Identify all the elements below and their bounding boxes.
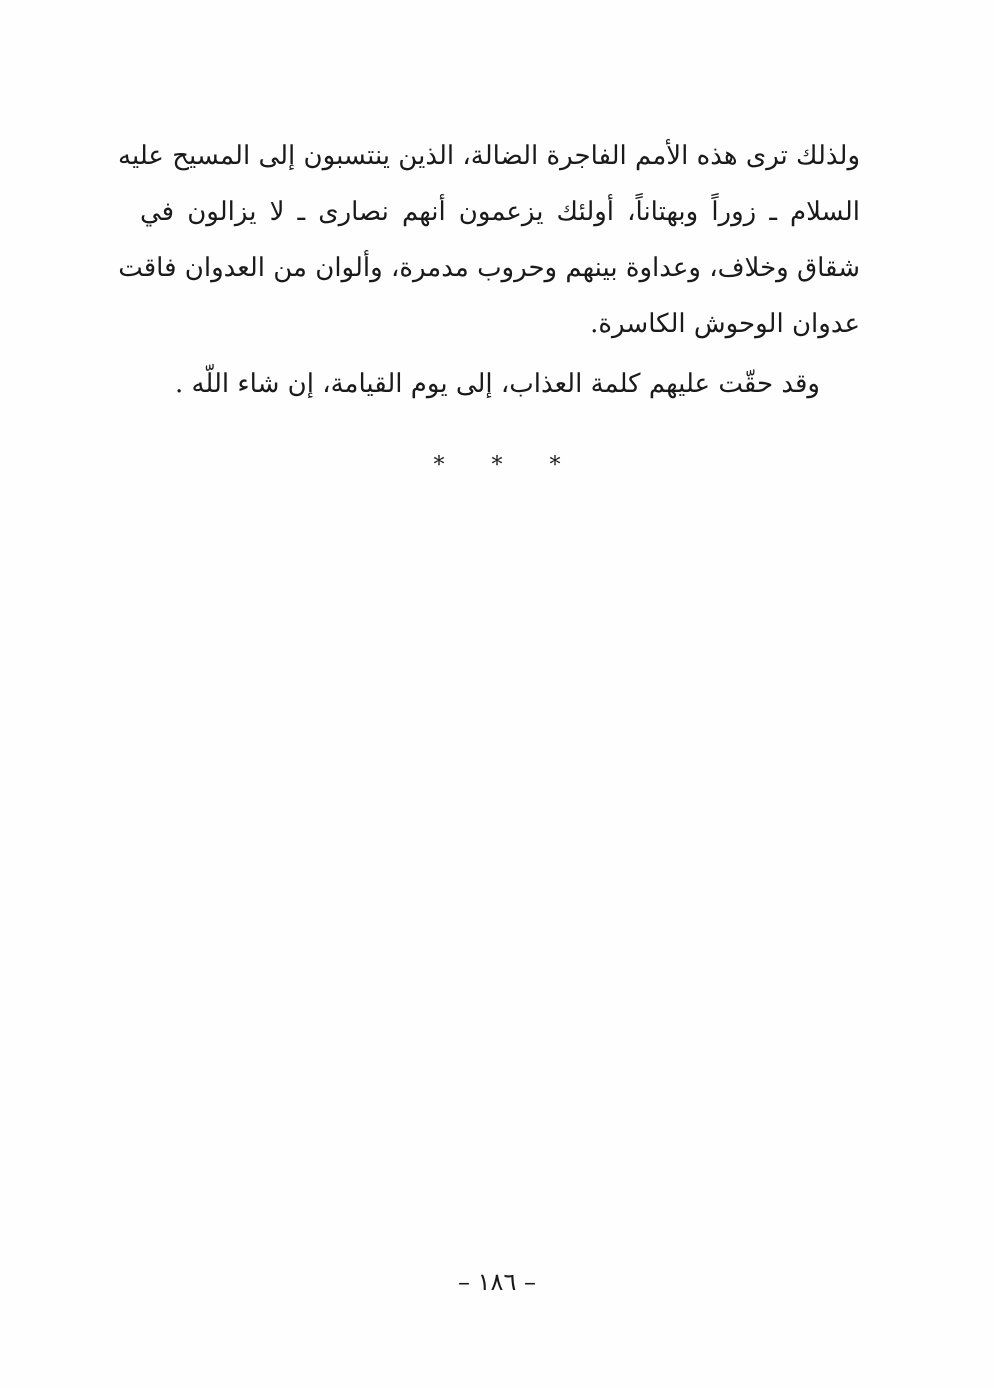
paragraph-1-line-1: ولذلك ترى هذه الأمم الفاجرة الضالة، الذين ينتسبون إلى المسيح عليه [118,141,860,171]
separator-asterisk-2: * [491,453,503,478]
section-separator [0,446,994,486]
paragraph-1 [118,128,860,352]
paragraph-2: وقد حقّت عليهم كلمة العذاب، إلى يوم القيامة، إن شاء اللّه . [174,369,820,399]
page-number: – ١٨٦ – [458,1268,536,1296]
paragraph-1-line-3: شقاق وخلاف، وعداوة بينهم وحروب مدمرة، وألوان من العدوان فاقت [118,253,860,283]
paragraph-1-line-4: عدوان الوحوش الكاسرة. [590,309,860,339]
separator-asterisk-1: * [433,453,445,478]
separator-asterisk-3: * [549,453,561,478]
paragraph-1-line-2: السلام ـ زوراً وبهتاناً، أولئك يزعمون أنهم نصارى ـ لا يزالون في [140,197,860,227]
